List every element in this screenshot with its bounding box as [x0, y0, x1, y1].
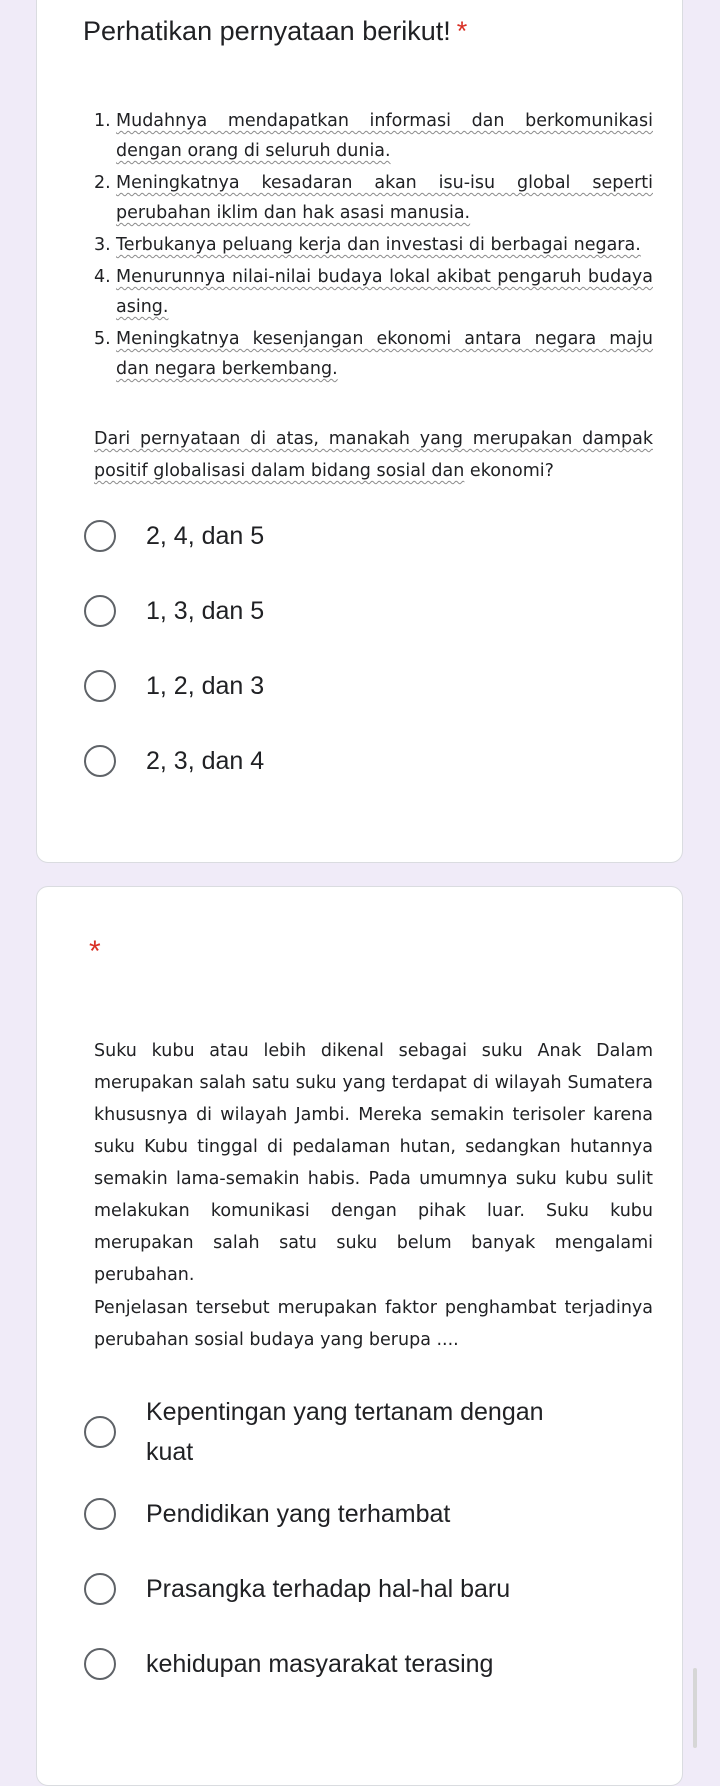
question-prompt-underlined: Dari pernyataan di atas, manakah yang merupakan dampak positif globalisasi dalam bidang sosial dan	[94, 429, 653, 481]
statement-item	[94, 262, 653, 322]
required-asterisk: *	[89, 935, 101, 968]
radio-button[interactable]	[84, 595, 116, 627]
radio-button[interactable]	[84, 520, 116, 552]
required-asterisk: *	[456, 16, 468, 46]
question-card-1	[36, 0, 683, 863]
statement-item	[94, 106, 653, 166]
option-radio-4[interactable]	[84, 1644, 644, 1684]
question-title	[83, 14, 467, 48]
option-radio-1[interactable]	[84, 1392, 644, 1472]
statement-list	[94, 106, 653, 386]
radio-button[interactable]	[84, 1648, 116, 1680]
question-prompt-rest: ekonomi?	[469, 461, 554, 481]
statement-item	[94, 168, 653, 228]
option-radio-2[interactable]	[84, 591, 644, 631]
statement-text: Terbukanya peluang kerja dan investasi di berbagai negara.	[116, 235, 641, 255]
question-prompt-text: Penjelasan tersebut merupakan faktor penghambat terjadinya perubahan sosial budaya yang berupa ....	[94, 1298, 653, 1350]
option-label: Prasangka terhadap hal-hal baru	[146, 1575, 511, 1603]
statement-number: 5.	[94, 329, 111, 349]
radio-button[interactable]	[84, 745, 116, 777]
option-label: kehidupan masyarakat terasing	[146, 1650, 494, 1678]
option-radio-2[interactable]	[84, 1494, 644, 1534]
statement-item	[94, 324, 653, 384]
option-label: Pendidikan yang terhambat	[146, 1500, 451, 1528]
statement-item	[94, 230, 653, 260]
question-paragraph	[94, 1035, 653, 1291]
option-radio-3[interactable]	[84, 666, 644, 706]
option-label: 1, 3, dan 5	[146, 597, 265, 625]
option-label: 2, 4, dan 5	[146, 522, 265, 550]
question-card-2	[36, 886, 683, 1786]
option-radio-4[interactable]	[84, 741, 644, 781]
radio-button[interactable]	[84, 1573, 116, 1605]
option-label: 1, 2, dan 3	[146, 672, 265, 700]
question-title-text: Perhatikan pernyataan berikut!	[83, 16, 451, 46]
question-prompt	[94, 1292, 653, 1356]
radio-button[interactable]	[84, 670, 116, 702]
statement-text: Meningkatnya kesadaran akan isu-isu global seperti perubahan iklim dan hak asasi manusia.	[116, 173, 653, 223]
statement-number: 1.	[94, 111, 111, 131]
statement-number: 2.	[94, 173, 111, 193]
question-prompt	[94, 423, 653, 487]
radio-button[interactable]	[84, 1416, 116, 1448]
option-radio-1[interactable]	[84, 516, 644, 556]
scrollbar[interactable]	[693, 1668, 697, 1748]
option-label: 2, 3, dan 4	[146, 747, 265, 775]
option-label: Kepentingan yang tertanam dengan kuat	[146, 1398, 544, 1466]
statement-number: 3.	[94, 235, 111, 255]
option-radio-3[interactable]	[84, 1569, 644, 1609]
statement-number: 4.	[94, 267, 111, 287]
radio-button[interactable]	[84, 1498, 116, 1530]
question-paragraph-text: Suku kubu atau lebih dikenal sebagai suku Anak Dalam merupakan salah satu suku yang terdapat di wilayah Sumatera khususnya di wilayah Jambi. Mereka semakin terisoler karena suku Kubu tinggal di pedalaman hutan, sedangkan hutannya semakin lama-semakin habis. Pada umumnya suku kubu sulit melakukan komunikasi dengan pihak luar. Suku kubu merupakan salah satu suku belum banyak mengalami perubahan.	[94, 1041, 653, 1285]
statement-text: Mudahnya mendapatkan informasi dan berkomunikasi dengan orang di seluruh dunia.	[116, 111, 653, 161]
statement-text: Meningkatnya kesenjangan ekonomi antara negara maju dan negara berkembang.	[116, 329, 653, 379]
statement-text: Menurunnya nilai-nilai budaya lokal akibat pengaruh budaya asing.	[116, 267, 653, 317]
